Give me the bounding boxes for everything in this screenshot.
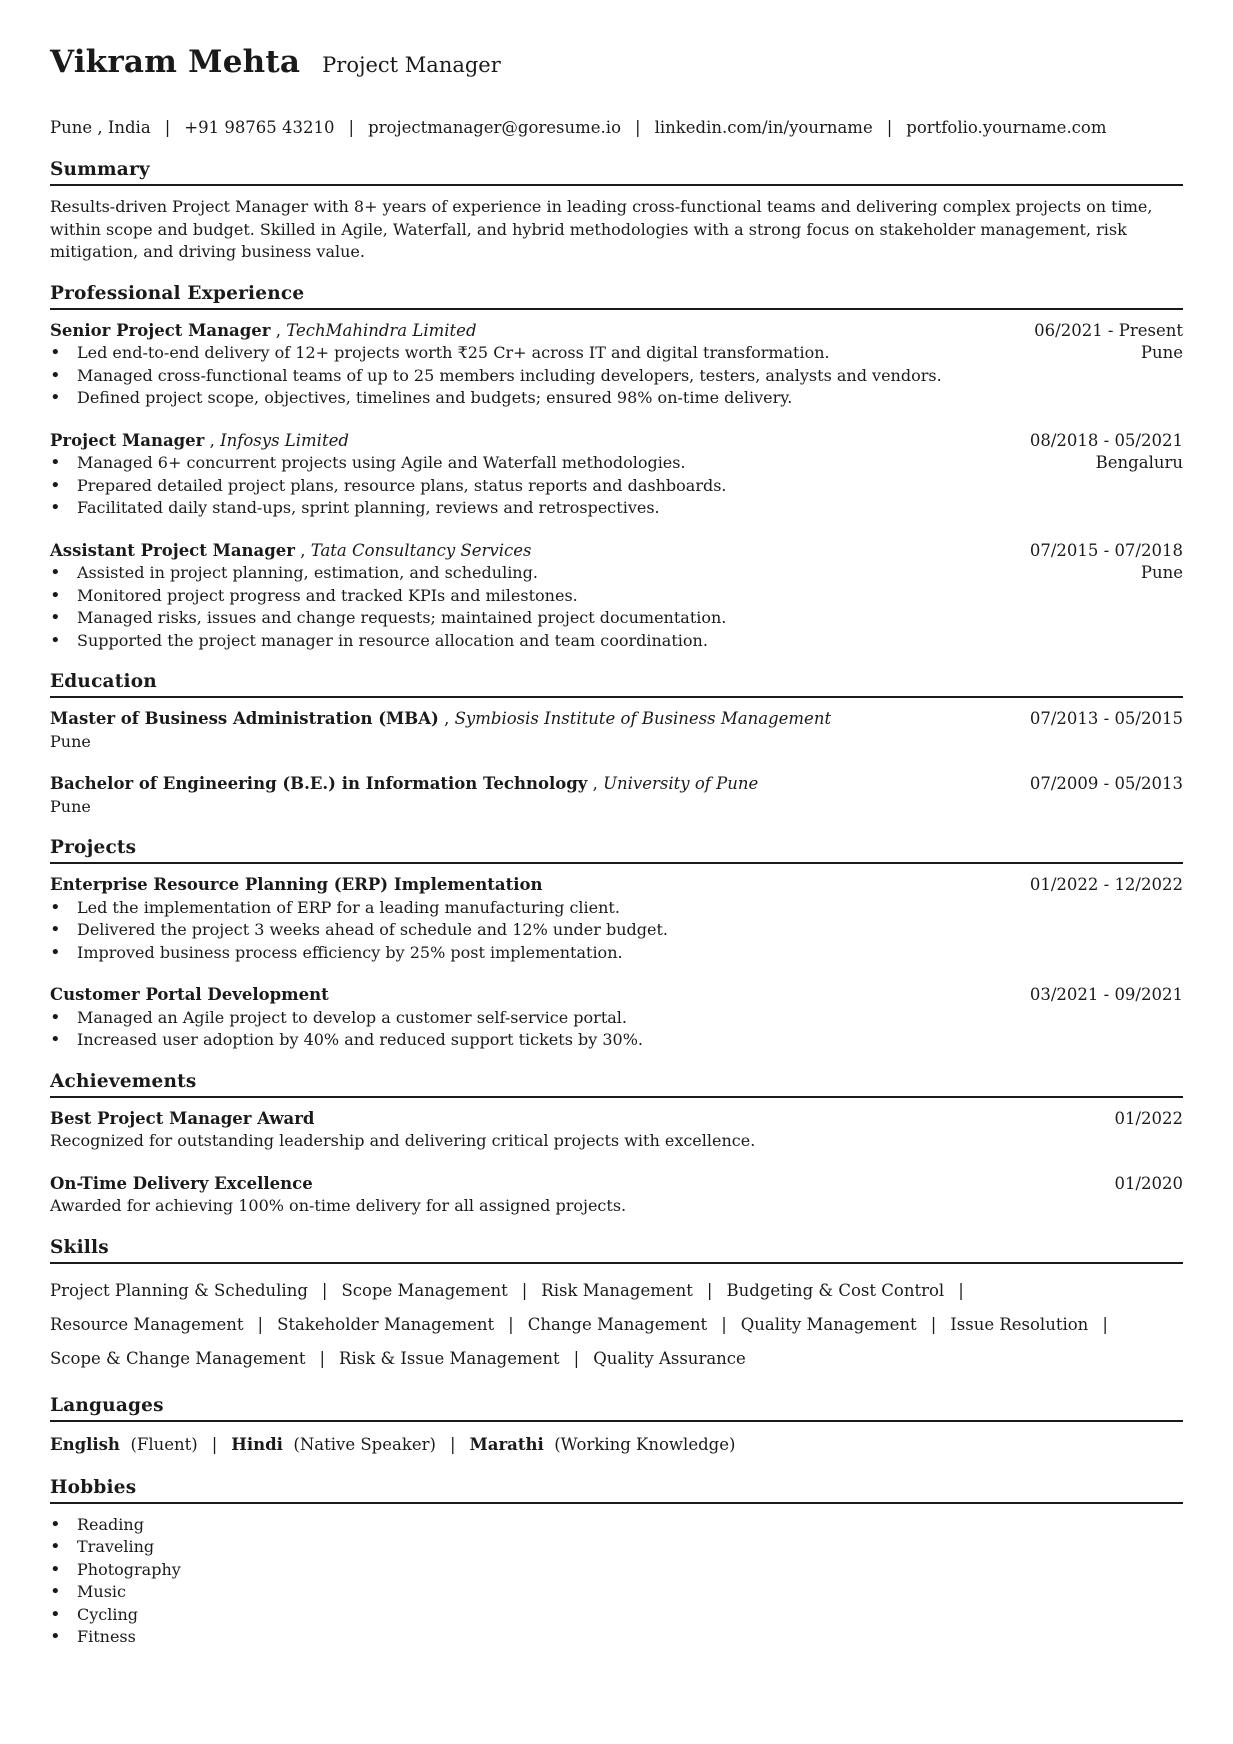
list-item: • Led the implementation of ERP for a leading manufacturing client. [50, 897, 1183, 920]
achievement-entry [50, 1108, 1183, 1153]
list-item: • Supported the project manager in resource allocation and team coordination. [50, 630, 726, 653]
skills-row: Scope & Change Management | Risk & Issue Management | Quality Assurance [50, 1348, 746, 1368]
project-entry [50, 984, 1183, 1052]
achievement-entry [50, 1173, 1183, 1218]
projects-section [50, 834, 1183, 1052]
contact-line [50, 114, 1183, 140]
achievement-date: 01/2020 [1114, 1173, 1183, 1193]
section-title: Achievements [50, 1068, 1183, 1098]
job-bullets [50, 452, 727, 520]
company-name: Infosys Limited [220, 430, 349, 450]
skills-section [50, 1234, 1183, 1376]
contact-phone: +91 98765 43210 [184, 117, 335, 137]
project-name: Enterprise Resource Planning (ERP) Implementation [50, 875, 543, 894]
list-item: • Managed an Agile project to develop a customer self-service portal. [50, 1007, 1183, 1030]
company-name: TechMahindra Limited [286, 320, 477, 340]
hobbies-list [50, 1514, 1183, 1649]
education-dates: 07/2009 - 05/2013 [1029, 774, 1183, 793]
language-name: Hindi [231, 1434, 283, 1454]
contact-separator: | [348, 117, 355, 137]
list-item: • Defined project scope, objectives, timelines and budgets; ensured 98% on-time delivery. [50, 387, 942, 410]
experience-section [50, 280, 1183, 653]
job-title: Assistant Project Manager [50, 540, 295, 560]
section-title: Hobbies [50, 1474, 1183, 1504]
education-location: Pune [50, 731, 91, 751]
languages-section [50, 1392, 1183, 1458]
education-entry: Bachelor of Engineering (B.E.) in Information Technology , University of Pune 07/2009 - 05/2013 Pune [50, 773, 1183, 818]
hobbies-section [50, 1474, 1183, 1649]
list-item: • Increased user adoption by 40% and reduced support tickets by 30%. [50, 1029, 1183, 1052]
language-name: Marathi [469, 1434, 544, 1454]
languages-row: English (Fluent) | Hindi (Native Speaker) | Marathi (Working Knowledge) [50, 1434, 736, 1454]
summary-text: Results-driven Project Manager with 8+ years of experience in leading cross-functional teams and delivering complex projects on time, within scope and budget. Skilled in Agile, Waterfall, and hybrid methodologies with a strong focus on stakeholder management, risk mitigation, and driving business value. [50, 197, 1153, 261]
contact-location: Pune , India [50, 117, 151, 137]
language-level: (Working Knowledge) [554, 1434, 736, 1454]
summary-section [50, 156, 1183, 264]
list-item: • Reading [50, 1514, 1183, 1537]
skill-item: Budgeting & Cost Control [726, 1280, 945, 1300]
school-name: University of Pune [603, 774, 759, 793]
education-section [50, 668, 1183, 818]
job-dates: 08/2018 - 05/2021 [1029, 430, 1183, 450]
skill-item: Change Management [527, 1314, 708, 1334]
list-item: • Monitored project progress and tracked KPIs and milestones. [50, 585, 726, 608]
job-dates: 06/2021 - Present [1034, 320, 1183, 340]
list-item: • Fitness [50, 1626, 1183, 1649]
language-level: (Native Speaker) [293, 1434, 436, 1454]
job-title: Senior Project Manager [50, 320, 271, 340]
skill-item: Risk Management [541, 1280, 693, 1300]
list-item: • Prepared detailed project plans, resource plans, status reports and dashboards. [50, 475, 727, 498]
list-item: • Managed 6+ concurrent projects using Agile and Waterfall methodologies. [50, 452, 727, 475]
list-item: • Traveling [50, 1536, 1183, 1559]
contact-separator: | [886, 117, 893, 137]
company-name: Tata Consultancy Services [310, 540, 532, 560]
section-title: Skills [50, 1234, 1183, 1264]
project-dates: 03/2021 - 09/2021 [1029, 985, 1183, 1004]
project-entry [50, 874, 1183, 964]
skill-item: Scope & Change Management [50, 1348, 306, 1368]
skill-item: Scope Management [341, 1280, 508, 1300]
skill-item: Stakeholder Management [277, 1314, 495, 1334]
list-item: • Improved business process efficiency by 25% post implementation. [50, 942, 1183, 965]
job-location: Pune [1140, 343, 1183, 362]
skill-item: Project Planning & Scheduling [50, 1280, 308, 1300]
candidate-role: Project Manager [322, 53, 501, 77]
skill-item: Quality Assurance [593, 1348, 746, 1368]
language-name: English [50, 1434, 120, 1454]
achievement-name: On-Time Delivery Excellence [50, 1173, 313, 1193]
section-title: Projects [50, 834, 1183, 864]
project-bullets [50, 897, 1183, 965]
achievement-name: Best Project Manager Award [50, 1108, 315, 1128]
list-item: • Managed risks, issues and change requests; maintained project documentation. [50, 607, 726, 630]
experience-entry: Assistant Project Manager , Tata Consultancy Services • Assisted in project planning, estimation, and scheduling. • Monitored project progress and tracked KPIs and milestones. • Managed risks, issues and change requests; maintained project documentation. • Supported the project manager in resource allocation and team coordination. 07/2015 - 07/2018 Pune [50, 540, 1183, 653]
education-dates: 07/2013 - 05/2015 [1029, 709, 1183, 728]
section-title: Languages [50, 1392, 1183, 1422]
education-location: Pune [50, 796, 91, 816]
achievements-section [50, 1068, 1183, 1218]
job-bullets [50, 562, 726, 652]
achievement-description: Recognized for outstanding leadership and delivering critical projects with excellence. [50, 1131, 756, 1150]
project-name: Customer Portal Development [50, 985, 329, 1004]
education-entry: Master of Business Administration (MBA) , Symbiosis Institute of Business Management 07/2013 - 05/2015 Pune [50, 708, 1183, 753]
job-bullets [50, 342, 942, 410]
project-dates: 01/2022 - 12/2022 [1029, 875, 1183, 894]
job-title: Project Manager [50, 430, 205, 450]
contact-email[interactable]: projectmanager@goresume.io [368, 117, 622, 137]
degree-name: Master of Business Administration (MBA) [50, 709, 439, 728]
list-item: • Facilitated daily stand-ups, sprint planning, reviews and retrospectives. [50, 497, 727, 520]
job-dates: 07/2015 - 07/2018 [1029, 540, 1183, 560]
list-item: • Cycling [50, 1604, 1183, 1627]
list-item: • Managed cross-functional teams of up to 25 members including developers, testers, analysts and vendors. [50, 365, 942, 388]
section-title: Summary [50, 156, 1183, 186]
skill-item: Quality Management [740, 1314, 917, 1334]
candidate-name: Vikram Mehta [50, 44, 301, 80]
job-location: Bengaluru [1095, 453, 1183, 472]
skills-row: Resource Management | Stakeholder Management | Change Management | Quality Management | Issue Resolution | [50, 1314, 1108, 1334]
list-item: • Assisted in project planning, estimation, and scheduling. [50, 562, 726, 585]
experience-entry: Senior Project Manager , TechMahindra Limited • Led end-to-end delivery of 12+ projects worth ₹25 Cr+ across IT and digital transformation. • Managed cross-functional teams of up to 25 members including developers, testers, analysts and vendors. • Defined project scope, objectives, timelines and budgets; ensured 98% on-time delivery. 06/2021 - Present Pune [50, 320, 1183, 410]
language-level: (Fluent) [130, 1434, 198, 1454]
list-item: • Photography [50, 1559, 1183, 1582]
school-name: Symbiosis Institute of Business Management [454, 709, 832, 728]
experience-entry: Project Manager , Infosys Limited • Managed 6+ concurrent projects using Agile and Waterfall methodologies. • Prepared detailed project plans, resource plans, status reports and dashboards. • Facilitated daily stand-ups, sprint planning, reviews and retrospectives. 08/2018 - 05/2021 Bengaluru [50, 430, 1183, 520]
contact-separator: | [635, 117, 641, 137]
skill-item: Issue Resolution [950, 1314, 1089, 1334]
project-bullets [50, 1007, 1183, 1052]
degree-name: Bachelor of Engineering (B.E.) in Information Technology [50, 774, 588, 793]
contact-portfolio[interactable]: portfolio.yourname.com [906, 117, 1107, 137]
section-title: Professional Experience [50, 280, 1183, 310]
skill-item: Resource Management [50, 1314, 244, 1334]
contact-separator: | [164, 117, 171, 137]
list-item: • Led end-to-end delivery of 12+ projects worth ₹25 Cr+ across IT and digital transformation. [50, 342, 942, 365]
skills-row: Project Planning & Scheduling | Scope Management | Risk Management | Budgeting & Cost Control | [50, 1280, 964, 1300]
skill-item: Risk & Issue Management [339, 1348, 560, 1368]
achievement-description: Awarded for achieving 100% on-time delivery for all assigned projects. [50, 1196, 627, 1215]
achievement-date: 01/2022 [1114, 1108, 1183, 1128]
list-item: • Delivered the project 3 weeks ahead of schedule and 12% under budget. [50, 919, 1183, 942]
job-location: Pune [1140, 563, 1183, 582]
section-title: Education [50, 668, 1183, 698]
list-item: • Music [50, 1581, 1183, 1604]
resume-header [50, 44, 1183, 92]
contact-linkedin[interactable]: linkedin.com/in/yourname [654, 117, 873, 137]
